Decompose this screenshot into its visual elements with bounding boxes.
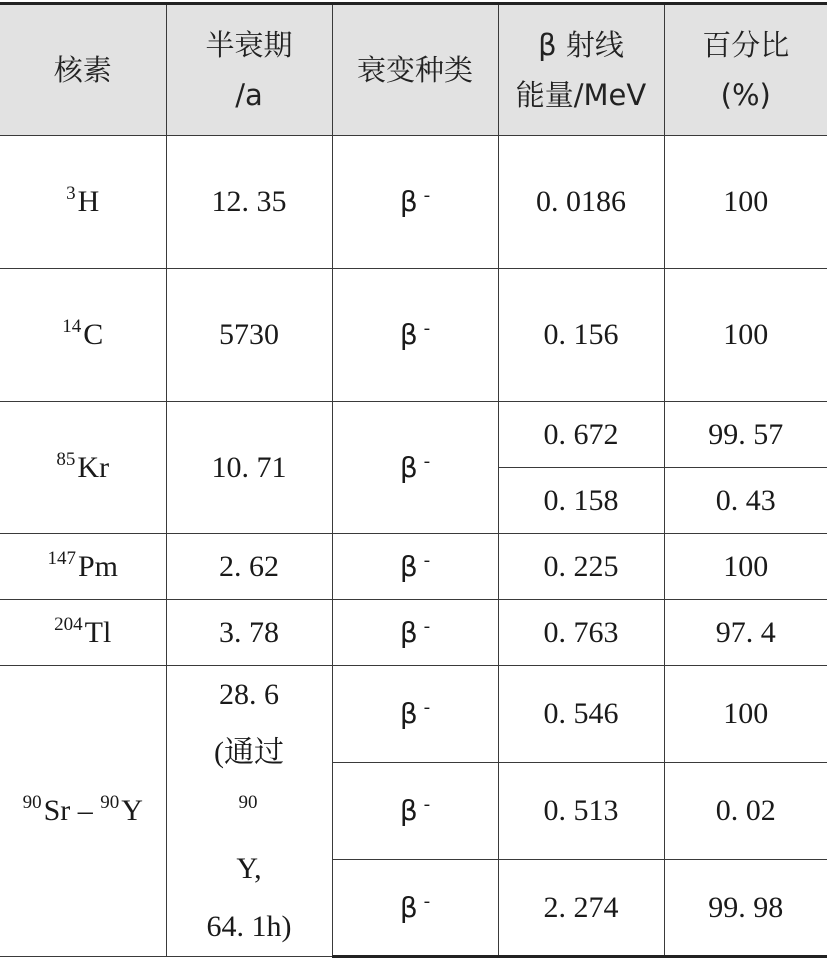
nuclide-cell: $^{90}$Sr – $^{90}$Y [0,666,166,957]
percent-cell: 97. 4 [664,600,827,666]
energy-cell: 0. 0186 [498,136,664,269]
percent-cell: 0. 43 [664,468,827,534]
energy-cell: 0. 225 [498,534,664,600]
nuclide-cell: $^{147}$Pm [0,534,166,600]
half-life-cell: 10. 71 [166,402,332,534]
nuclide-cell: $^3$H [0,136,166,269]
header-nuclide: 核素 [0,4,166,136]
header-percent [664,4,827,136]
decay-type-cell: β - [332,860,498,957]
decay-type-cell: β - [332,534,498,600]
header-decay-type: 衰变种类 [332,4,498,136]
decay-type-cell: β - [332,600,498,666]
table-row-tl204 [0,600,827,666]
percent-cell: 0. 02 [664,763,827,860]
half-life-line2: (通过 $^{90}$ Y, [167,724,332,898]
percent-cell: 100 [664,534,827,600]
header-row [0,4,827,136]
energy-cell: 0. 158 [498,468,664,534]
table-row-c14 [0,269,827,402]
nuclide-cell: $^{85}$Kr [0,402,166,534]
percent-cell: 100 [664,666,827,763]
decay-type-cell: β - [332,763,498,860]
decay-type-cell: β - [332,402,498,534]
decay-type-cell: β - [332,269,498,402]
header-energy-line2: 能量/MeV [499,70,664,120]
energy-cell: 0. 672 [498,402,664,468]
decay-type-cell: β - [332,666,498,763]
energy-cell: 0. 156 [498,269,664,402]
percent-cell: 100 [664,269,827,402]
half-life-cell: 5730 [166,269,332,402]
nuclide-cell: $^{14}$C [0,269,166,402]
header-half-life-line2: /a [167,70,332,120]
energy-cell: 0. 763 [498,600,664,666]
half-life-cell: 2. 62 [166,534,332,600]
header-energy-line1: β 射线 [499,20,664,70]
header-percent-line2: (%) [665,70,827,120]
percent-cell: 99. 98 [664,860,827,957]
header-half-life [166,4,332,136]
percent-cell: 99. 57 [664,402,827,468]
half-life-cell: 3. 78 [166,600,332,666]
half-life-line1: 28. 6 [167,666,332,724]
half-life-line3: 64. 1h) [167,898,332,956]
energy-cell: 0. 513 [498,763,664,860]
table-row-pm147 [0,534,827,600]
table-row-h3 [0,136,827,269]
decay-type-cell: β - [332,136,498,269]
header-energy [498,4,664,136]
energy-cell: 2. 274 [498,860,664,957]
nuclide-cell: $^{204}$Tl [0,600,166,666]
energy-cell: 0. 546 [498,666,664,763]
half-life-cell: 12. 35 [166,136,332,269]
header-half-life-line1: 半衰期 [167,20,332,70]
table-row-kr85 [0,402,827,468]
half-life-cell [166,666,332,957]
table-row-sr90 [0,666,827,763]
nuclide-data-table [0,2,827,958]
header-percent-line1: 百分比 [665,20,827,70]
percent-cell: 100 [664,136,827,269]
